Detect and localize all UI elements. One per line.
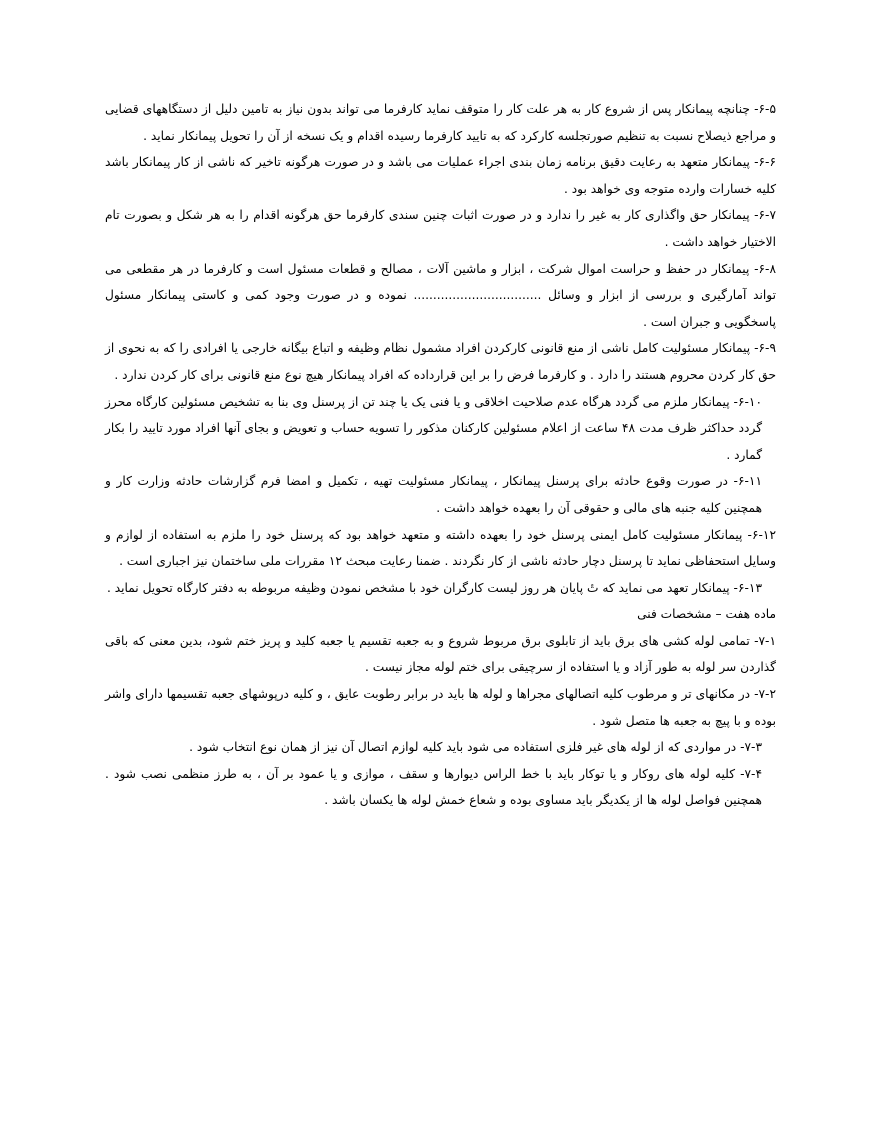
section-heading: ماده هفت – مشخصات فنی bbox=[637, 607, 776, 622]
clause-paragraph: ۶-۱۱- در صورت وقوع حادثه برای پرسنل پیمانکار ، پیمانکار مسئولیت تهیه ، تکمیل و امضا فرم گزارشات حادثه وزارت کار و همچنین کلیه جنبه های مالی و حقوقی آن را بعهده خواهد داشت . bbox=[105, 474, 762, 515]
clause-paragraph: ۶-۵- چنانچه پیمانکار پس از شروع کار به هر علت کار را متوقف نماید کارفرما می تواند بدون نیاز به تامین دلیل از دستگاههای قضایی و مراجع ذیصلاح نسبت به تنظیم صورتجلسه کارکرد که به تایید کارفرما رسیده اقدام و یک نسخه از آن را تحویل پیمانکار نماید . bbox=[105, 102, 776, 143]
clause-paragraph: ۷-۱- تمامی لوله کشی های برق باید از تابلوی برق مربوط شروع و به جعبه تقسیم یا جعبه کلید و پریز ختم شود، بدین معنی که باقی گذاردن سر لوله به طور آزاد و یا استفاده از سرچیقی برای ختم لوله مجاز نیست . bbox=[105, 633, 776, 675]
clause-paragraph: ۷-۲- در مکانهای تر و مرطوب کلیه اتصالهای مجراها و لوله ها باید در برابر رطوبت عایق ، و کلیه درپوشهای جعبه تقسیمها دارای واشر بوده و با پیچ به جعبه ها متصل شود . bbox=[105, 687, 776, 728]
clause-paragraph: ۶-۷- پیمانکار حق واگذاری کار به غیر را ندارد و در صورت اثبات چنین سندی کارفرما حق هرگونه اقدام را به هر شکل و بصورت تام الاختیار خواهد داشت . bbox=[105, 208, 776, 249]
document-page bbox=[105, 96, 776, 814]
clause-paragraph: ۶-۹- پیمانکار مسئولیت کامل ناشی از منع قانونی کارکردن افراد مشمول نظام وظیفه و اتباع بیگانه خارجی یا افرادی را که به نحوی از حق کار کردن محروم هستند را دارد . و کارفرما فرض را بر این قرارداده که افراد پیمانکار هیچ نوع منع قانونی برای کار کردن ندارد . bbox=[105, 341, 776, 382]
clause-paragraph: ۶-۱۲- پیمانکار مسئولیت کامل ایمنی پرسنل خود را بعهده داشته و متعهد خواهد بود که پرسنل خود را ملزم به استفاده از لوازم و وسایل استحفاظی نماید تا پرسنل دچار حادثه ناشی از کار نگردند . ضمنا رعایت مبحث ۱۲ مقررات ملی ساختمان نیز اجباری است . bbox=[105, 527, 776, 569]
clause-paragraph: ۶-۱۰- پیمانکار ملزم می گردد هرگاه عدم صلاحیت اخلاقی و یا فنی یک یا چند تن از پرسنل وی بنا به تشخیص مسئولین کارگاه محرز گردد حداکثر ظرف مدت ۴۸ ساعت از اعلام مسئولین کارکنان مذکور را تسویه حساب و تعویض و بجای آنها افراد مورد تایید را بکار گمارد . bbox=[105, 394, 762, 462]
clause-paragraph: ۷-۴- کلیه لوله های روکار و یا توکار باید با خط الراس دیوارها و سقف ، موازی و یا عمود بر آن ، به طرز منظمی نصب شود . همچنین فواصل لوله ها از یکدیگر باید مساوی بوده و شعاع خمش لوله ها یکسان باشد . bbox=[105, 766, 762, 808]
clause-paragraph: ۷-۳- در مواردی که از لوله های غیر فلزی استفاده می شود باید کلیه لوازم اتصال آن نیز از همان نوع انتخاب شود . bbox=[189, 740, 762, 755]
clause-paragraph: ۶-۱۳- پیمانکار تعهد می نماید که تٔ پایان هر روز لیست کارگران خود با مشخص نمودن وظیفه مربوطه به دفتر کارگاه تحویل نماید . bbox=[107, 580, 762, 595]
clause-paragraph: ۶-۶- پیمانکار متعهد به رعایت دقیق برنامه زمان بندی اجراء عملیات می باشد و در صورت هرگونه تاخیر که ناشی از کار پیمانکار باشد کلیه خسارات وارده متوجه وی خواهد بود . bbox=[105, 155, 776, 196]
clause-paragraph: ۶-۸- پیمانکار در حفظ و حراست اموال شرکت ، ابزار و ماشین آلات ، مصالح و قطعات مسئول است و کارفرما در هر مقطعی می تواند آمارگیری و بررسی از ابزار و وسائل ................................. نموده و در صورت وجود کمی و کاستی پیمانکار مسئول پاسخگویی و جبران است . bbox=[105, 261, 776, 329]
